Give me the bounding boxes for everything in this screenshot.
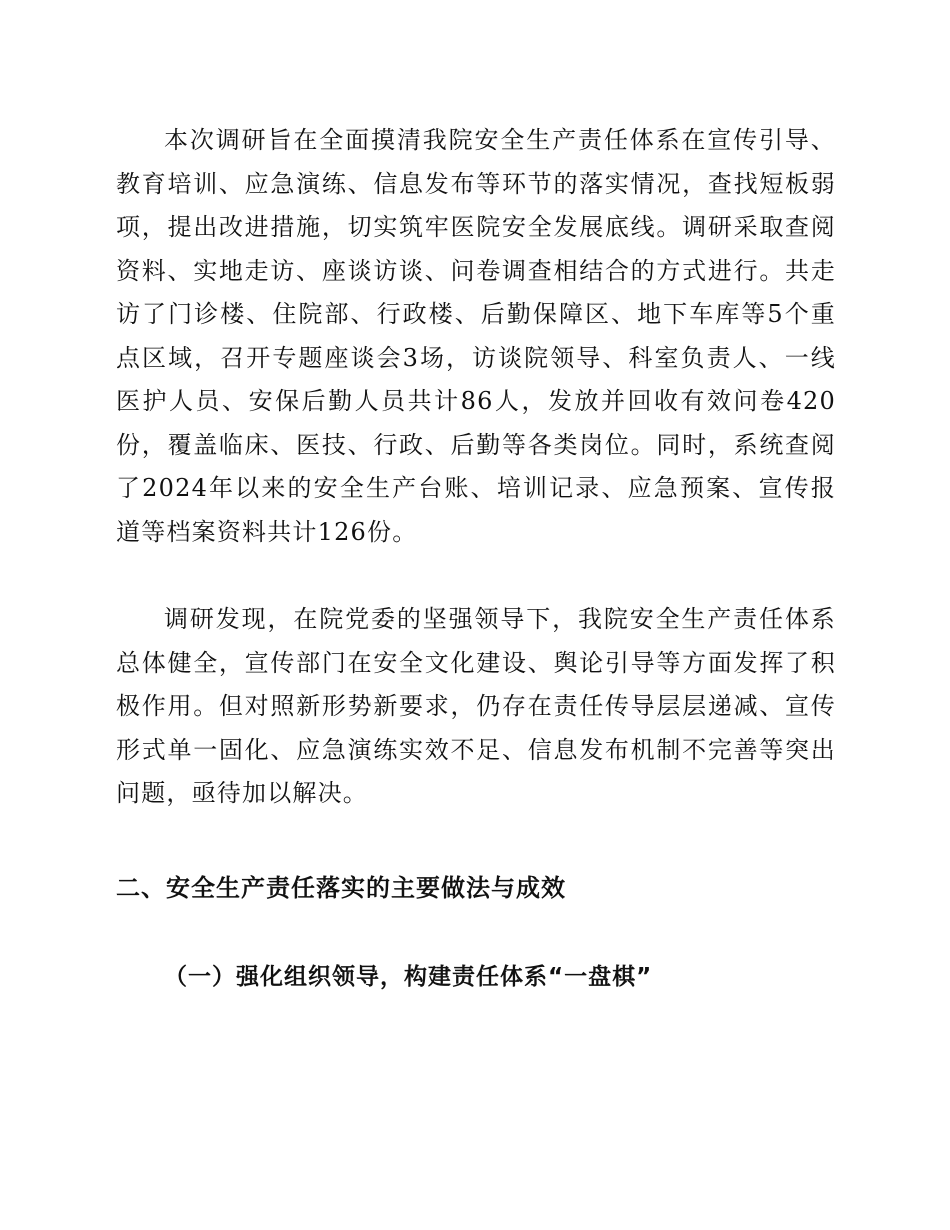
body-paragraph-findings: 调研发现，在院党委的坚强领导下，我院安全生产责任体系总体健全，宣传部门在安全文化建设、舆论引导等方面发挥了积极作用。但对照新形势新要求，仍存在责任传导层层递减、宣传形式单一固化、应急演练实效不足、信息发布机制不完善等突出问题，亟待加以解决。	[116, 605, 836, 807]
body-paragraph-research-overview: 本次调研旨在全面摸清我院安全生产责任体系在宣传引导、教育培训、应急演练、信息发布等环节的落实情况，查找短板弱项，提出改进措施，切实筑牢医院安全发展底线。调研采取查阅资料、实地走访、座谈访谈、问卷调查相结合的方式进行。共走访了门诊楼、住院部、行政楼、后勤保障区、地下车库等5个重点区域，召开专题座谈会3场，访谈院领导、科室负责人、一线医护人员、安保后勤人员共计86人，发放并回收有效问卷420份，覆盖临床、医技、行政、后勤等各类岗位。同时，系统查阅了2024年以来的安全生产台账、培训记录、应急预案、宣传报道等档案资料共计126份。	[116, 126, 836, 546]
section-heading: 二、安全生产责任落实的主要做法与成效	[116, 874, 566, 902]
subsection-heading: （一）强化组织领导，构建责任体系“一盘棋”	[164, 964, 653, 990]
